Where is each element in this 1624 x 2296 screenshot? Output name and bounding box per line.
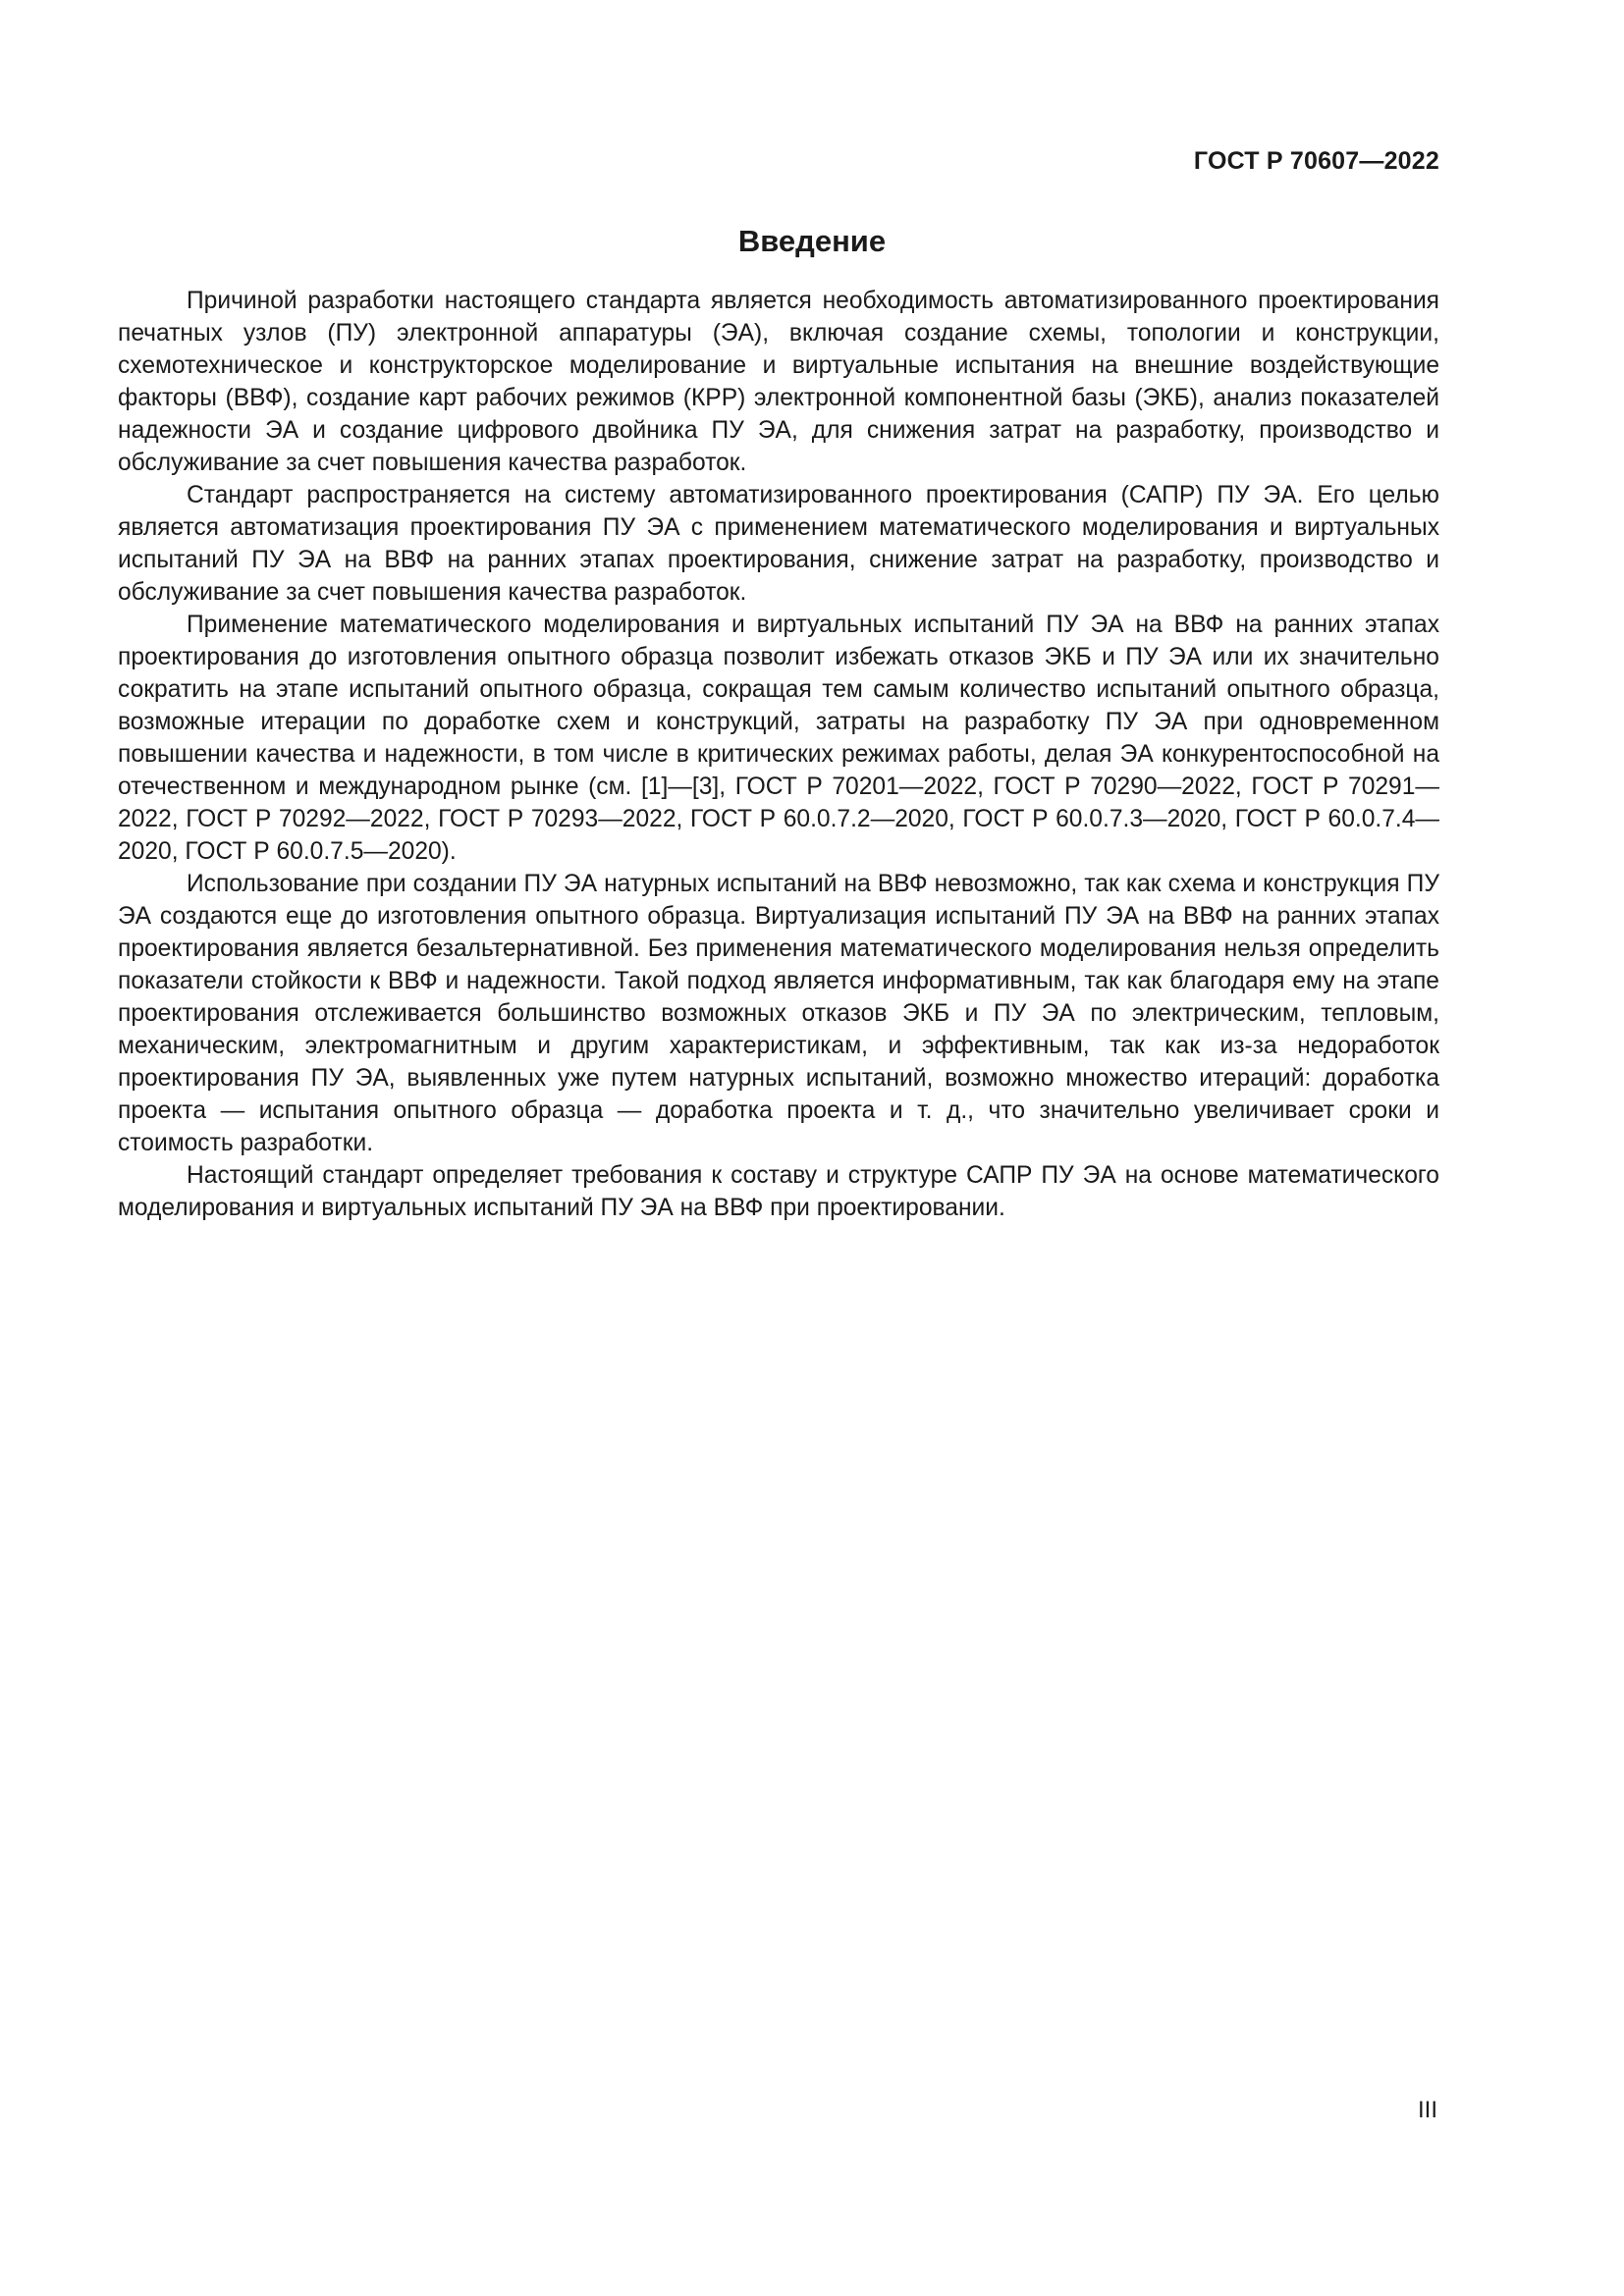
paragraph-5: Настоящий стандарт определяет требования к составу и структуре САПР ПУ ЭА на основе математического моделирования и виртуальных испытаний ПУ ЭА на ВВФ при проектировании. — [118, 1162, 1439, 1221]
paragraph-3: Применение математического моделирования и виртуальных испытаний ПУ ЭА на ВВФ на ранних этапах проектирования до изготовления опытного образца позволит избежать отказов ЭКБ и ПУ ЭА или их значительно сократить на этапе испытаний опытного образца, сокращая тем самым количество испытаний опытного образца, возможные итерации по доработке схем и конструкций, затраты на разработку ПУ ЭА при одновременном повышении качества и надежности, в том числе в критических режимах работы, делая ЭА конкурентоспособной на отечественном и международном рынке (см. [1]—[3], ГОСТ Р 70201—2022, ГОСТ Р 70290—2022, ГОСТ Р 70291—2022, ГОСТ Р 70292—2022, ГОСТ Р 70293—2022, ГОСТ Р 60.0.7.2—2020, ГОСТ Р 60.0.7.3—2020, ГОСТ Р 60.0.7.4—2020, ГОСТ Р 60.0.7.5—2020). — [118, 612, 1439, 865]
paragraph-2: Стандарт распространяется на систему автоматизированного проектирования (САПР) ПУ ЭА. Его целью является автоматизация проектирования ПУ ЭА с применением математического моделирования и виртуальных испытаний ПУ ЭА на ВВФ на ранних этапах проектирования, снижение затрат на разработку, производство и обслуживание за счет повышения качества разработок. — [118, 482, 1439, 606]
standard-designation: ГОСТ Р 70607—2022 — [1193, 147, 1439, 175]
section-title: Введение — [737, 224, 887, 258]
paragraph-4: Использование при создании ПУ ЭА натурных испытаний на ВВФ невозможно, так как схема и конструкция ПУ ЭА создаются еще до изготовления опытного образца. Виртуализация испытаний ПУ ЭА на ВВФ на ранних этапах проектирования является безальтернативной. Без применения математического моделирования нельзя определить показатели стойкости к ВВФ и надежности. Такой подход является информативным, так как благодаря ему на этапе проектирования отслеживается большинство возможных отказов ЭКБ и ПУ ЭА по электрическим, тепловым, механическим, электромагнитным и другим характеристикам, и эффективным, так как из-за недоработок проектирования ПУ ЭА, выявленных уже путем натурных испытаний, возможно множество итераций: доработка проекта — испытания опытного образца — доработка проекта и т. д., что значительно увеличивает сроки и стоимость разработки. — [118, 871, 1439, 1156]
page-number: III — [1417, 2097, 1437, 2123]
introduction-body — [118, 285, 1439, 1224]
paragraph-1: Причиной разработки настоящего стандарта является необходимость автоматизированного проектирования печатных узлов (ПУ) электронной аппаратуры (ЭА), включая создание схемы, топологии и конструкции, схемотехническое и конструкторское моделирование и виртуальные испытания на внешние воздействующие факторы (ВВФ), создание карт рабочих режимов (КРР) электронной компонентной базы (ЭКБ), анализ показателей надежности ЭА и создание цифрового двойника ПУ ЭА, для снижения затрат на разработку, производство и обслуживание за счет повышения качества разработок. — [118, 288, 1439, 476]
